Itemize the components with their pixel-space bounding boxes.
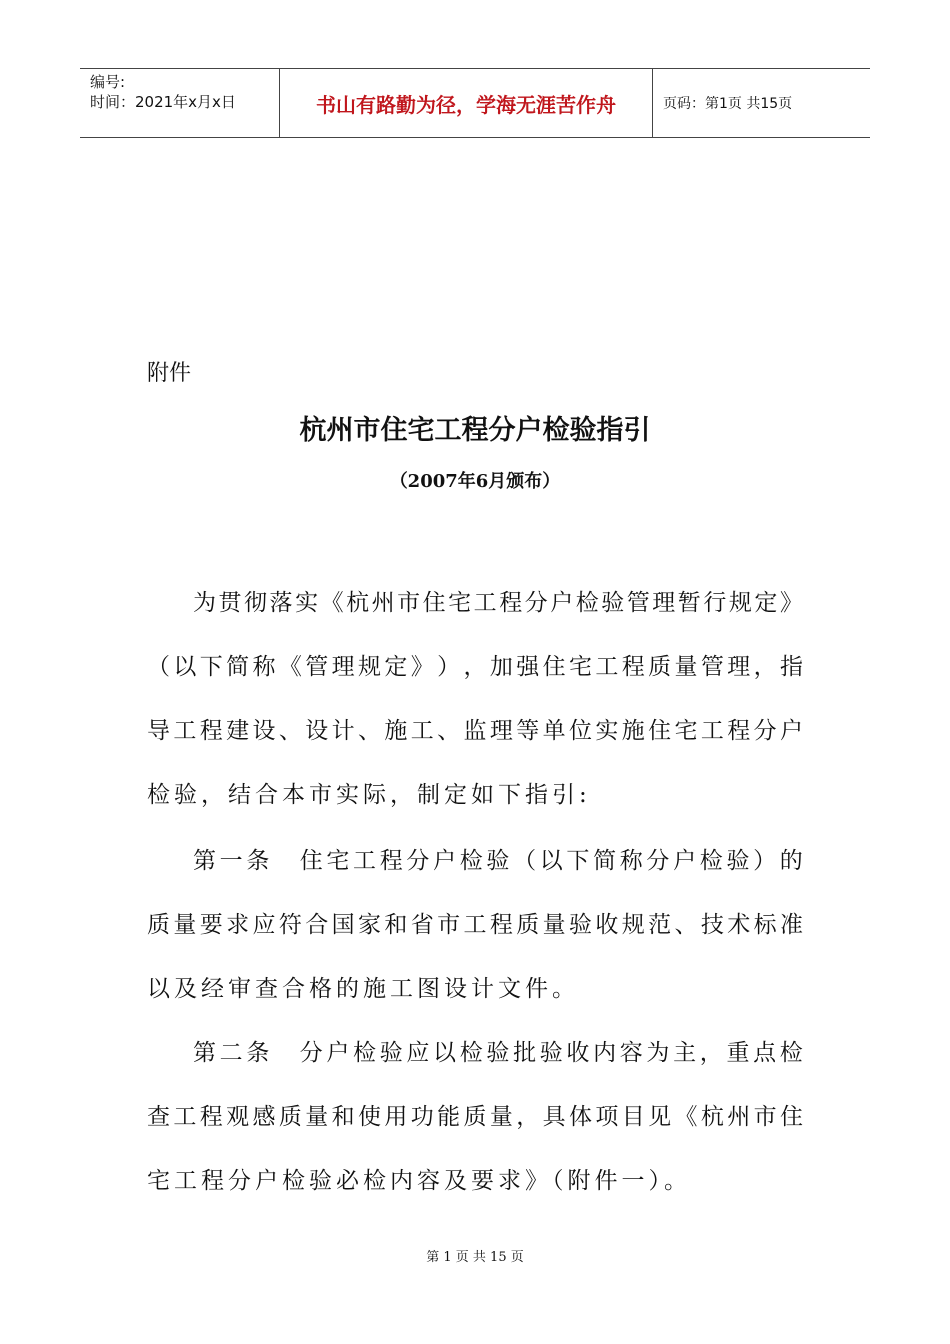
- body-line: 宅工程分户检验必检内容及要求》（附件一）。: [147, 1168, 691, 1194]
- body-line: 为 贯 彻 落 实 《 杭 州 市 住 宅 工 程 分 户 检 验 管 理 暂 行 规 定 》: [193, 590, 803, 616]
- time-label: 时间：2021年x月x日: [90, 93, 236, 111]
- page-footer: 第 1 页 共 15 页: [426, 1250, 524, 1265]
- body-line: （ 以 下 简 称 《 管 理 规 定 》 ） ， 加 强 住 宅 工 程 质 量 管 理 ， 指: [147, 654, 803, 680]
- body-line: 质 量 要 求 应 符 合 国 家 和 省 市 工 程 质 量 验 收 规 范 、 技 术 标 准: [147, 912, 803, 938]
- body-line: 第 二 条 分 户 检 验 应 以 检 验 批 验 收 内 容 为 主 ， 重 点 检: [193, 1040, 803, 1066]
- header-page-cell: [653, 69, 870, 137]
- body-line: 以及经审查合格的施工图设计文件。: [147, 976, 579, 1002]
- body-line: 查 工 程 观 感 质 量 和 使 用 功 能 质 量 ， 具 体 项 目 见 《 杭 州 市 住: [147, 1104, 803, 1130]
- header-motto-cell: [280, 69, 653, 137]
- body-line: 检验，结合本市实际，制定如下指引:: [147, 782, 591, 808]
- body-line: 导 工 程 建 设 、 设 计 、 施 工 、 监 理 等 单 位 实 施 住 宅 工 程 分 户: [147, 718, 803, 744]
- body-line: 第 一 条 住 宅 工 程 分 户 检 验 （ 以 下 简 称 分 户 检 验 ） 的: [193, 848, 803, 874]
- header-table: [80, 68, 870, 138]
- motto-text: 书山有路勤为径，学海无涯苦作舟: [316, 92, 616, 117]
- document-title: 杭州市住宅工程分户检验指引: [299, 415, 651, 446]
- attachment-label: 附件: [147, 361, 192, 386]
- page-code: 页码：第1页 共15页: [663, 96, 793, 112]
- document-subtitle: （2007年6月颁布）: [389, 471, 561, 492]
- number-label: 编号:: [90, 73, 126, 91]
- header-meta-cell: [80, 69, 280, 137]
